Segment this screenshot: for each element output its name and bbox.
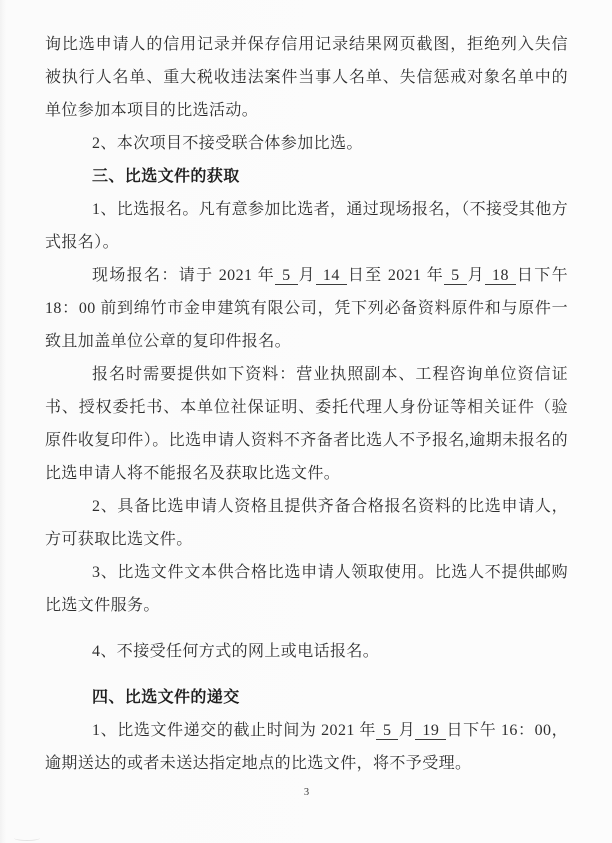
paragraph <box>45 127 568 160</box>
fill-in-blank: 14 <box>316 267 347 285</box>
text-run: 3、比选文件文本供合格比选申请人领取使用。比选人不提供邮购比选文件服务。 <box>45 564 568 614</box>
fill-in-blank: 5 <box>444 267 467 285</box>
paragraph <box>45 28 568 127</box>
text-run: 月 <box>297 267 316 284</box>
text-run: 日至 2021 年 <box>346 267 445 284</box>
paragraph <box>45 193 568 259</box>
text-run: 三、比选文件的获取 <box>92 168 240 185</box>
paragraph <box>45 714 568 780</box>
section-heading <box>45 681 568 714</box>
text-run: 日下午 18：00 前到绵竹市金申建筑有限公司，凭下列必备资料原件和与原件一致且加盖单位公章的复印件报名。 <box>45 267 568 350</box>
page-number: 3 <box>303 787 310 798</box>
section-heading <box>45 160 568 193</box>
text-run: 月 <box>398 722 416 739</box>
text-run: 2、具备比选申请人资格且提供齐备合格报名资料的比选申请人，方可获取比选文件。 <box>45 498 568 548</box>
fill-in-blank: 5 <box>275 267 298 285</box>
text-run: 1、比选文件递交的截止时间为 2021 年 <box>92 722 376 739</box>
text-run: 四、比选文件的递交 <box>92 689 240 706</box>
text-run: 2、本次项目不接受联合体参加比选。 <box>92 135 363 152</box>
text-run: 4、不接受任何方式的网上或电话报名。 <box>92 643 380 660</box>
paragraph <box>45 556 568 622</box>
fill-in-blank: 5 <box>376 722 399 740</box>
paragraph <box>45 358 568 490</box>
text-run: 1、比选报名。凡有意参加比选者，通过现场报名，（不接受其他方式报名）。 <box>45 201 569 251</box>
paragraph <box>45 490 568 556</box>
fill-in-blank: 18 <box>485 267 516 285</box>
text-run: 现场报名：请于 2021 年 <box>92 267 276 284</box>
document-body <box>45 28 568 780</box>
text-run: 询比选申请人的信用记录并保存信用记录结果网页截图，拒绝列入失信被执行人名单、重大税收违法案件当事人名单、失信惩戒对象名单中的单位参加本项目的比选活动。 <box>45 36 568 119</box>
text-run: 月 <box>466 267 485 284</box>
text-run: 日下午 16：00，逾期送达的或者未送达指定地点的比选文件，将不予受理。 <box>45 722 568 772</box>
scan-artifact <box>14 835 40 841</box>
fill-in-blank: 19 <box>415 722 446 740</box>
paragraph <box>45 635 568 668</box>
paragraph <box>45 259 568 358</box>
text-run: 报名时需要提供如下资料：营业执照副本、工程咨询单位资信证书、授权委托书、本单位社保证明、委托代理人身份证等相关证件（验原件收复印件）。比选申请人资料不齐备者比选人不予报名,逾期未报名的比选申请人将不能报名及获取比选文件。 <box>45 366 568 482</box>
